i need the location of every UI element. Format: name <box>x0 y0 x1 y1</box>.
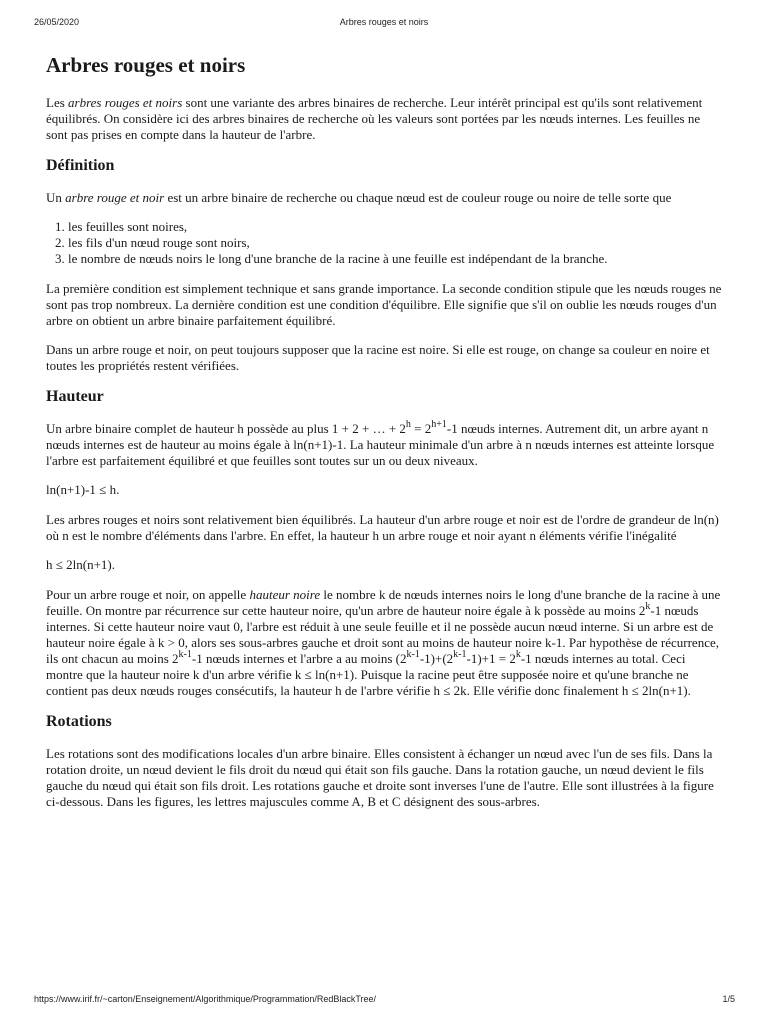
text: = 2 <box>410 421 432 436</box>
list-item: 1. les feuilles sont noires, <box>68 219 724 235</box>
conditions-explanation: La première condition est simplement technique et sans grande importance. La seconde condition stipule que les nœuds rouges ne sont pas trop nombreux. La dernière condition est une condition d'équilibre. Elle signifie que s'il on oublie les nœuds rouges d'un arbre on obtient un arbre binaire parfaitement équilibré. <box>46 281 722 328</box>
page-number: 1/5 <box>722 994 735 1004</box>
rotations-paragraph: Les rotations sont des modifications locales d'un arbre binaire. Elles consistent à échanger un nœud avec l'un de ses fils. Dans la rotation droite, un nœud devient le fils droit du nœud qui était son fils gauche. Dans la rotation gauche, un nœud devient le fils gauche du nœud qui était son fils droit. Les rotations gauche et droite sont inverses l'une de l'autre. Elle sont illustrées à la figure ci-dessous. Dans les figures, les lettres majuscules comme A, B et C désignent des sous-arbres. <box>46 746 714 809</box>
definition-text-a: Un <box>46 190 66 205</box>
rotations-heading: Rotations <box>46 713 112 730</box>
root-color-paragraph: Dans un arbre rouge et noir, on peut toujours supposer que la racine est noire. Si elle est rouge, on change sa couleur en noire et toutes les propriétés restent vérifiées. <box>46 342 710 373</box>
page-title: Arbres rouges et noirs <box>46 53 246 77</box>
list-item: 3. le nombre de nœuds noirs le long d'une branche de la racine à une feuille est indépendant de la branche. <box>68 251 724 267</box>
exponent: h+1 <box>431 418 447 430</box>
exponent: k-1 <box>178 648 192 660</box>
list-item: 2. les fils d'un nœud rouge sont noirs, <box>68 235 724 251</box>
formula-lower-bound: ln(n+1)-1 ≤ h. <box>46 482 120 497</box>
text: -1 nœuds internes. Autrement dit, un arbre ayant n nœuds internes est de hauteur au moins égale à ln(n+1)-1. La hauteur minimale d'un arbre à n nœuds internes est atteinte lorsque l'arbre est parfaitement équilibré et que feuilles sont toutes sur un ou deux niveaux. <box>46 421 715 468</box>
hauteur-paragraph-2: Les arbres rouges et noirs sont relativement bien équilibrés. La hauteur d'un arbre rouge et noir est de l'ordre de grandeur de ln(n) où n est le nombre d'éléments dans l'arbre. En effet, la hauteur h un arbre rouge et noir ayant n éléments vérifie l'inégalité <box>46 512 719 543</box>
emphasis: hauteur noire <box>249 587 321 602</box>
exponent: k-1 <box>453 648 467 660</box>
hauteur-heading: Hauteur <box>46 388 104 405</box>
intro-text-b: sont une variante des arbres binaires de recherche. Leur intérêt principal est qu'ils sont relativement équilibrés. On considère ici des arbres binaires de recherche où les valeurs sont portées par les nœuds internes. Les feuilles ne sont pas prises en compte dans la hauteur de l'arbre. <box>46 95 703 142</box>
text: -1 nœuds internes au total. Ceci montre que la hauteur noire k d'un arbre vérifie k ≤ ln(n+1). Puisque la racine peut être supposée noire et qu'une branche ne contient pas deux nœuds rouges consécutifs, la hauteur h de l'arbre vérifie h ≤ 2k. Elle vérifie donc finalement h ≤ 2ln(n+1). <box>46 651 691 698</box>
intro-text-a: Les <box>46 95 69 110</box>
definition-conditions-list <box>46 219 724 267</box>
text: le nombre k de nœuds internes noirs le long d'une branche de la racine à une feuille. On montre par récurrence sur cette hauteur noire, qu'un arbre de hauteur noire égale à k possède au moins 2 <box>46 587 721 618</box>
hauteur-paragraph-1 <box>46 418 724 469</box>
definition-text-b: est un arbre binaire de recherche ou chaque nœud est de couleur rouge ou noire de telle sorte que <box>164 190 672 205</box>
text: -1 nœuds internes. Si cette hauteur noire vaut 0, l'arbre est réduit à une seule feuille et il ne possède aucun nœud interne. Si un arbre est de hauteur noire égale à k > 0, alors ses sous-arbres gauche et droit sont au moins de hauteur noire k-1. Par hypothèse de récurrence, ils ont chacun au moins 2 <box>46 603 719 666</box>
definition-heading: Définition <box>46 157 115 174</box>
hauteur-noire-paragraph <box>46 587 724 699</box>
intro-paragraph <box>46 95 724 143</box>
text: -1)+1 = 2 <box>466 651 516 666</box>
text: -1 nœuds internes et l'arbre a au moins (2 <box>191 651 407 666</box>
definition-emphasis: arbre rouge et noir <box>65 190 165 205</box>
print-footer <box>0 994 768 1006</box>
print-date: 26/05/2020 <box>34 17 80 27</box>
formula-upper-bound: h ≤ 2ln(n+1). <box>46 557 115 572</box>
exponent: k <box>645 600 651 612</box>
document-body <box>46 52 724 823</box>
print-title: Arbres rouges et noirs <box>339 17 429 27</box>
text: Pour un arbre rouge et noir, on appelle <box>46 587 250 602</box>
page-url: https://www.irif.fr/~carton/Enseignement/Algorithmique/Programmation/RedBlackTree/ <box>34 994 377 1004</box>
exponent: h <box>405 418 411 430</box>
exponent: k <box>515 648 521 660</box>
print-header <box>0 17 768 29</box>
exponent: k-1 <box>406 648 420 660</box>
intro-emphasis: arbres rouges et noirs <box>68 95 183 110</box>
text: -1)+(2 <box>419 651 454 666</box>
definition-paragraph <box>46 190 724 206</box>
text: Un arbre binaire complet de hauteur h possède au plus 1 + 2 + … + 2 <box>46 421 406 436</box>
